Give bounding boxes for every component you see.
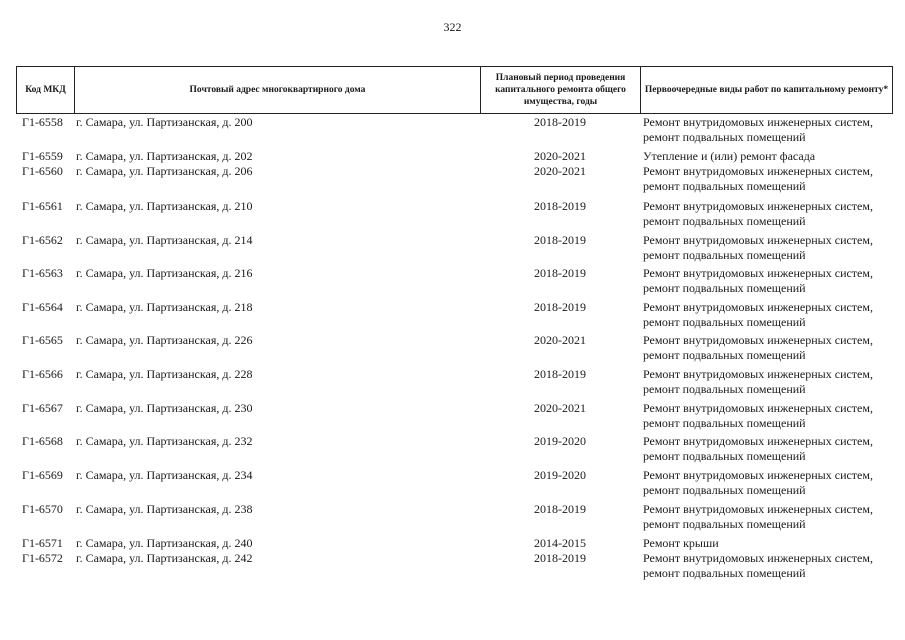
header-address: Почтовый адрес многоквартирного дома xyxy=(75,67,481,113)
row-address: г. Самара, ул. Партизанская, д. 200 xyxy=(76,115,253,129)
row-address: г. Самара, ул. Партизанская, д. 242 xyxy=(76,551,253,565)
row-address: г. Самара, ул. Партизанская, д. 210 xyxy=(76,199,253,213)
row-works: Ремонт внутридомовых инженерных систем, ремонт подвальных помещений xyxy=(643,266,873,295)
row-period: 2019-2020 xyxy=(534,434,586,448)
row-works: Ремонт внутридомовых инженерных систем, ремонт подвальных помещений xyxy=(643,551,873,580)
row-works: Утепление и (или) ремонт фасада xyxy=(643,149,816,163)
row-address: г. Самара, ул. Партизанская, д. 230 xyxy=(76,401,253,415)
row-works: Ремонт внутридомовых инженерных систем, ремонт подвальных помещений xyxy=(643,115,873,144)
row-address: г. Самара, ул. Партизанская, д. 240 xyxy=(76,536,253,550)
row-works: Ремонт внутридомовых инженерных систем, ремонт подвальных помещений xyxy=(643,233,873,262)
row-address: г. Самара, ул. Партизанская, д. 214 xyxy=(76,233,253,247)
row-works: Ремонт внутридомовых инженерных систем, ремонт подвальных помещений xyxy=(643,502,873,531)
row-period: 2018-2019 xyxy=(534,502,586,516)
row-code: Г1-6568 xyxy=(22,434,63,448)
row-code: Г1-6565 xyxy=(22,333,63,347)
row-period: 2018-2019 xyxy=(534,300,586,314)
row-code: Г1-6571 xyxy=(22,536,63,550)
row-works: Ремонт внутридомовых инженерных систем, ремонт подвальных помещений xyxy=(643,434,873,463)
row-period: 2020-2021 xyxy=(534,164,586,178)
row-period: 2020-2021 xyxy=(534,333,586,347)
row-code: Г1-6561 xyxy=(22,199,63,213)
row-address: г. Самара, ул. Партизанская, д. 226 xyxy=(76,333,253,347)
row-code: Г1-6560 xyxy=(22,164,63,178)
row-address: г. Самара, ул. Партизанская, д. 218 xyxy=(76,300,253,314)
row-works: Ремонт внутридомовых инженерных систем, ремонт подвальных помещений xyxy=(643,468,873,497)
row-works: Ремонт внутридомовых инженерных систем, ремонт подвальных помещений xyxy=(643,367,873,396)
row-address: г. Самара, ул. Партизанская, д. 232 xyxy=(76,434,253,448)
row-code: Г1-6559 xyxy=(22,149,63,163)
row-code: Г1-6558 xyxy=(22,115,63,129)
row-period: 2018-2019 xyxy=(534,233,586,247)
row-period: 2018-2019 xyxy=(534,266,586,280)
row-period: 2018-2019 xyxy=(534,367,586,381)
row-address: г. Самара, ул. Партизанская, д. 228 xyxy=(76,367,253,381)
row-period: 2019-2020 xyxy=(534,468,586,482)
row-period: 2018-2019 xyxy=(534,551,586,565)
header-works: Первоочередные виды работ по капитальному ремонту* xyxy=(644,85,889,95)
row-period: 2020-2021 xyxy=(534,401,586,415)
row-period: 2020-2021 xyxy=(534,149,586,163)
header-code: Код МКД xyxy=(17,67,75,113)
row-period: 2018-2019 xyxy=(534,199,586,213)
row-works: Ремонт внутридомовых инженерных систем, ремонт подвальных помещений xyxy=(643,401,873,430)
row-address: г. Самара, ул. Партизанская, д. 202 xyxy=(76,149,253,163)
row-address: г. Самара, ул. Партизанская, д. 206 xyxy=(76,164,253,178)
row-address: г. Самара, ул. Партизанская, д. 234 xyxy=(76,468,253,482)
row-works: Ремонт внутридомовых инженерных систем, ремонт подвальных помещений xyxy=(643,300,873,329)
row-code: Г1-6563 xyxy=(22,266,63,280)
row-code: Г1-6567 xyxy=(22,401,63,415)
row-address: г. Самара, ул. Партизанская, д. 216 xyxy=(76,266,253,280)
row-code: Г1-6566 xyxy=(22,367,63,381)
page-number: 322 xyxy=(443,20,462,34)
row-code: Г1-6564 xyxy=(22,300,63,314)
header-period: Плановый период проведения капитального ремонта общего имущества, годы xyxy=(481,67,641,113)
row-period: 2018-2019 xyxy=(534,115,586,129)
row-works: Ремонт внутридомовых инженерных систем, ремонт подвальных помещений xyxy=(643,199,873,228)
row-works: Ремонт внутридомовых инженерных систем, ремонт подвальных помещений xyxy=(643,333,873,362)
row-works: Ремонт внутридомовых инженерных систем, ремонт подвальных помещений xyxy=(643,164,873,193)
row-works: Ремонт крыши xyxy=(643,536,719,550)
row-code: Г1-6572 xyxy=(22,551,63,565)
row-address: г. Самара, ул. Партизанская, д. 238 xyxy=(76,502,253,516)
row-code: Г1-6569 xyxy=(22,468,63,482)
row-code: Г1-6570 xyxy=(22,502,63,516)
row-code: Г1-6562 xyxy=(22,233,63,247)
row-period: 2014-2015 xyxy=(534,536,586,550)
